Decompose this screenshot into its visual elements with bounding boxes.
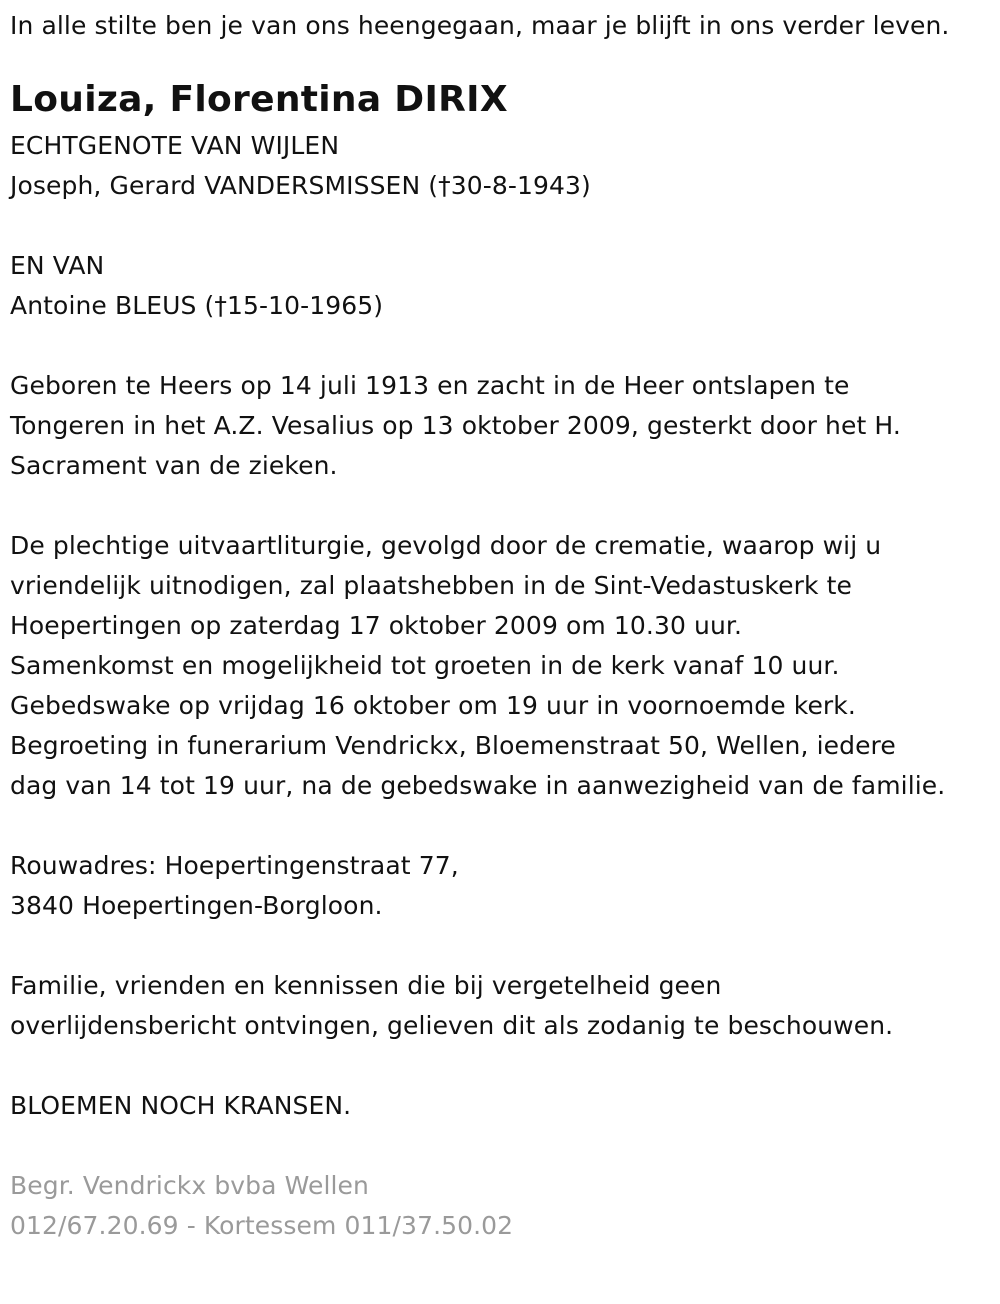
birth-death-line: Geboren te Heers op 14 juli 1913 en zacht in de Heer ontslapen te [10, 371, 850, 400]
family-note-line: overlijdensbericht ontvingen, gelieven dit als zodanig te beschouwen. [10, 1011, 894, 1040]
ceremony-line: De plechtige uitvaartliturgie, gevolgd door de crematie, waarop wij u [10, 531, 882, 560]
birth-death-line: Tongeren in het A.Z. Vesalius op 13 oktober 2009, gesterkt door het H. [10, 411, 901, 440]
ceremony-line: dag van 14 tot 19 uur, na de gebedswake in aanwezigheid van de familie. [10, 771, 946, 800]
funeral-home-footer [10, 1166, 985, 1246]
ceremony-paragraph [10, 526, 985, 806]
family-note-paragraph [10, 966, 985, 1046]
birth-death-line: Sacrament van de zieken. [10, 451, 338, 480]
family-note-line: Familie, vrienden en kennissen die bij vergetelheid geen [10, 971, 722, 1000]
address-line: Rouwadres: Hoepertingenstraat 77, [10, 851, 459, 880]
footer-phone: 012/67.20.69 - Kortessem 011/37.50.02 [10, 1211, 514, 1240]
address-block [10, 846, 985, 926]
spacer [10, 926, 985, 966]
ceremony-line: Gebedswake op vrijdag 16 oktober om 19 uur in voornoemde kerk. [10, 691, 856, 720]
spacer [10, 326, 985, 366]
spouse1-label: ECHTGENOTE VAN WIJLEN [10, 131, 340, 160]
ceremony-line: Begroeting in funerarium Vendrickx, Bloemenstraat 50, Wellen, iedere [10, 731, 896, 760]
obituary-notice [10, 6, 985, 1246]
deceased-name: Louiza, Florentina DIRIX [10, 79, 508, 120]
ceremony-line: vriendelijk uitnodigen, zal plaatshebben in de Sint-Vedastuskerk te [10, 571, 852, 600]
spouse2-label: EN VAN [10, 251, 105, 280]
spacer [10, 1126, 985, 1166]
spacer [10, 486, 985, 526]
flowers-note: BLOEMEN NOCH KRANSEN. [10, 1091, 352, 1120]
spacer [10, 806, 985, 846]
address-line: 3840 Hoepertingen-Borgloon. [10, 891, 383, 920]
spacer [10, 1046, 985, 1086]
ceremony-line: Samenkomst en mogelijkheid tot groeten in de kerk vanaf 10 uur. [10, 651, 840, 680]
footer-company: Begr. Vendrickx bvba Wellen [10, 1171, 369, 1200]
spouse1-name: Joseph, Gerard VANDERSMISSEN (†30-8-1943) [10, 171, 591, 200]
spouse2-name: Antoine BLEUS (†15-10-1965) [10, 291, 384, 320]
spacer [10, 206, 985, 246]
intro-text: In alle stilte ben je van ons heengegaan, maar je blijft in ons verder leven. [10, 11, 950, 40]
birth-death-paragraph [10, 366, 985, 486]
ceremony-line: Hoepertingen op zaterdag 17 oktober 2009 om 10.30 uur. [10, 611, 743, 640]
